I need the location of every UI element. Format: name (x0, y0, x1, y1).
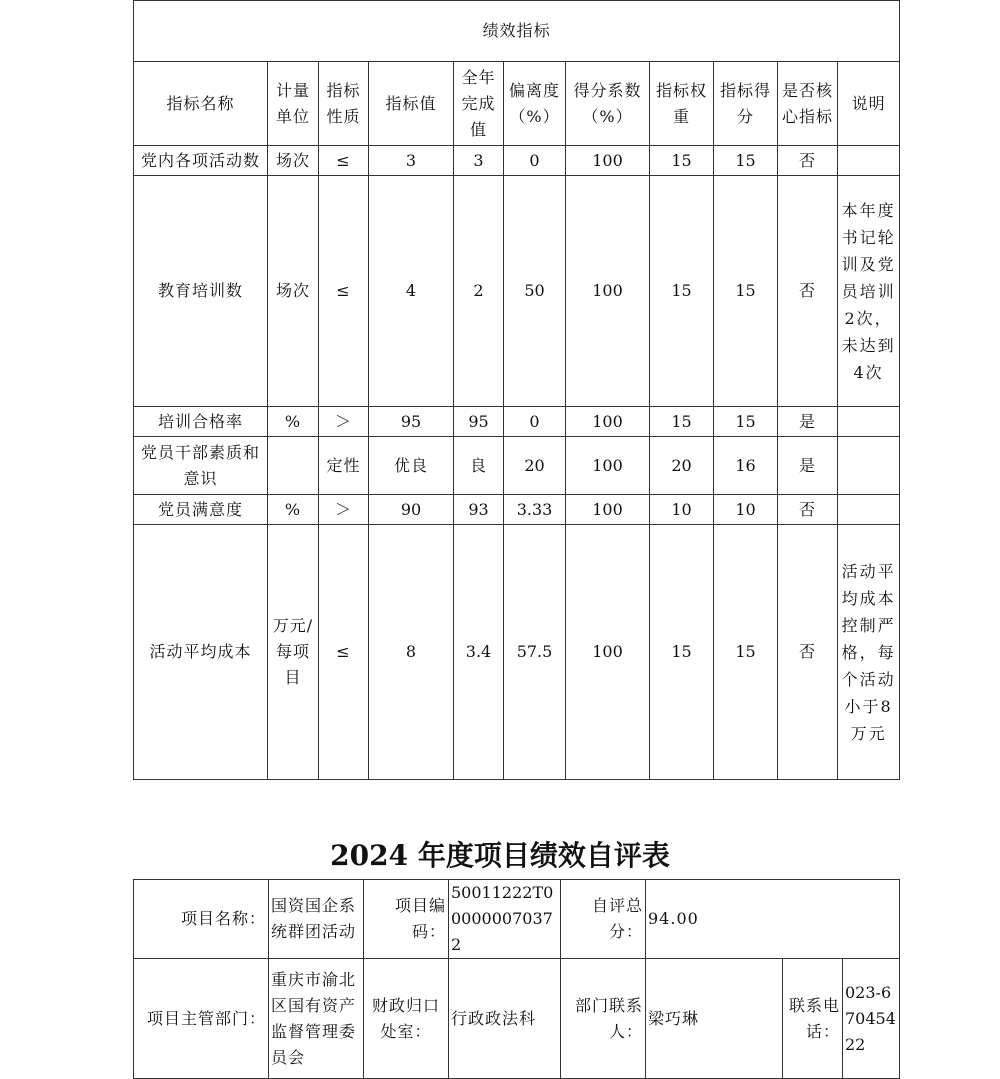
core-cell: 是 (778, 407, 838, 437)
deviation-cell: 0 (504, 407, 566, 437)
nature-cell: 定性 (319, 437, 369, 495)
nature-cell: ≤ (319, 525, 369, 780)
weight-cell: 20 (650, 437, 714, 495)
score-cell: 15 (714, 176, 778, 407)
header-cell: 说明 (838, 62, 900, 146)
project-name-label: 项目名称： (134, 880, 269, 959)
unit-cell: 场次 (268, 176, 319, 407)
header-cell: 指标得分 (714, 62, 778, 146)
table-row (134, 407, 900, 437)
coef-cell: 100 (566, 407, 650, 437)
section-title: 绩效指标 (134, 1, 900, 62)
contact-value: 梁巧琳 (646, 959, 783, 1079)
table-row (134, 437, 900, 495)
deviation-cell: 20 (504, 437, 566, 495)
header-cell: 是否核心指标 (778, 62, 838, 146)
unit-cell (268, 437, 319, 495)
phone-label: 联系电话： (783, 959, 843, 1079)
indicator-name: 教育培训数 (134, 176, 268, 407)
unit-cell: 万元/每项目 (268, 525, 319, 780)
coef-cell: 100 (566, 437, 650, 495)
table-row (134, 176, 900, 407)
target-cell: 3 (369, 146, 454, 176)
header-cell: 指标权重 (650, 62, 714, 146)
coef-cell: 100 (566, 146, 650, 176)
score-cell: 15 (714, 146, 778, 176)
nature-cell: ＞ (319, 495, 369, 525)
core-cell: 否 (778, 525, 838, 780)
table-row (134, 495, 900, 525)
deviation-cell: 50 (504, 176, 566, 407)
dept-value: 重庆市渝北区国有资产监督管理委员会 (269, 959, 364, 1079)
weight-cell: 15 (650, 407, 714, 437)
score-cell: 15 (714, 525, 778, 780)
unit-cell: % (268, 495, 319, 525)
table-row (134, 525, 900, 780)
page-title: 2024 年度项目绩效自评表 (330, 839, 670, 872)
unit-cell: % (268, 407, 319, 437)
indicator-name: 党员干部素质和意识 (134, 437, 268, 495)
target-cell: 8 (369, 525, 454, 780)
actual-cell: 3 (454, 146, 504, 176)
weight-cell: 15 (650, 525, 714, 780)
actual-cell: 良 (454, 437, 504, 495)
actual-cell: 93 (454, 495, 504, 525)
score-cell: 15 (714, 407, 778, 437)
nature-cell: ＞ (319, 407, 369, 437)
header-cell: 全年完成值 (454, 62, 504, 146)
coef-cell: 100 (566, 495, 650, 525)
info-row (134, 880, 900, 959)
deviation-cell: 0 (504, 146, 566, 176)
self-score-value: 94.00 (646, 880, 900, 959)
header-cell: 指标名称 (134, 62, 268, 146)
header-row (134, 62, 900, 146)
self-score-label: 自评总分： (561, 880, 646, 959)
note-cell (838, 437, 900, 495)
score-cell: 10 (714, 495, 778, 525)
weight-cell: 15 (650, 146, 714, 176)
deviation-cell: 3.33 (504, 495, 566, 525)
note-cell: 活动平均成本控制严格，每个活动小于8万元 (838, 525, 900, 780)
note-cell (838, 495, 900, 525)
note-cell: 本年度书记轮训及党员培训2次，未达到4次 (838, 176, 900, 407)
header-cell: 指标值 (369, 62, 454, 146)
target-cell: 95 (369, 407, 454, 437)
target-cell: 优良 (369, 437, 454, 495)
header-cell: 指标性质 (319, 62, 369, 146)
indicator-name: 培训合格率 (134, 407, 268, 437)
core-cell: 否 (778, 146, 838, 176)
actual-cell: 3.4 (454, 525, 504, 780)
weight-cell: 15 (650, 176, 714, 407)
header-cell: 计量单位 (268, 62, 319, 146)
actual-cell: 2 (454, 176, 504, 407)
header-cell: 偏离度（%） (504, 62, 566, 146)
project-code-value: 50011222T000000070372 (449, 880, 561, 959)
dept-label: 项目主管部门： (134, 959, 269, 1079)
core-cell: 否 (778, 176, 838, 407)
score-cell: 16 (714, 437, 778, 495)
project-code-label: 项目编码： (364, 880, 449, 959)
note-cell (838, 407, 900, 437)
target-cell: 4 (369, 176, 454, 407)
note-cell (838, 146, 900, 176)
phone-value: 023-67045422 (843, 959, 900, 1079)
finance-value: 行政政法科 (449, 959, 561, 1079)
indicator-name: 活动平均成本 (134, 525, 268, 780)
indicator-name: 党内各项活动数 (134, 146, 268, 176)
finance-label: 财政归口处室： (364, 959, 449, 1079)
target-cell: 90 (369, 495, 454, 525)
header-cell: 得分系数（%） (566, 62, 650, 146)
core-cell: 否 (778, 495, 838, 525)
core-cell: 是 (778, 437, 838, 495)
table-row (134, 146, 900, 176)
coef-cell: 100 (566, 525, 650, 780)
actual-cell: 95 (454, 407, 504, 437)
deviation-cell: 57.5 (504, 525, 566, 780)
performance-indicator-table (133, 0, 900, 780)
unit-cell: 场次 (268, 146, 319, 176)
contact-label: 部门联系人： (561, 959, 646, 1079)
coef-cell: 100 (566, 176, 650, 407)
nature-cell: ≤ (319, 146, 369, 176)
indicator-name: 党员满意度 (134, 495, 268, 525)
project-info-table (133, 879, 900, 1079)
nature-cell: ≤ (319, 176, 369, 407)
project-name-value: 国资国企系统群团活动 (269, 880, 364, 959)
weight-cell: 10 (650, 495, 714, 525)
